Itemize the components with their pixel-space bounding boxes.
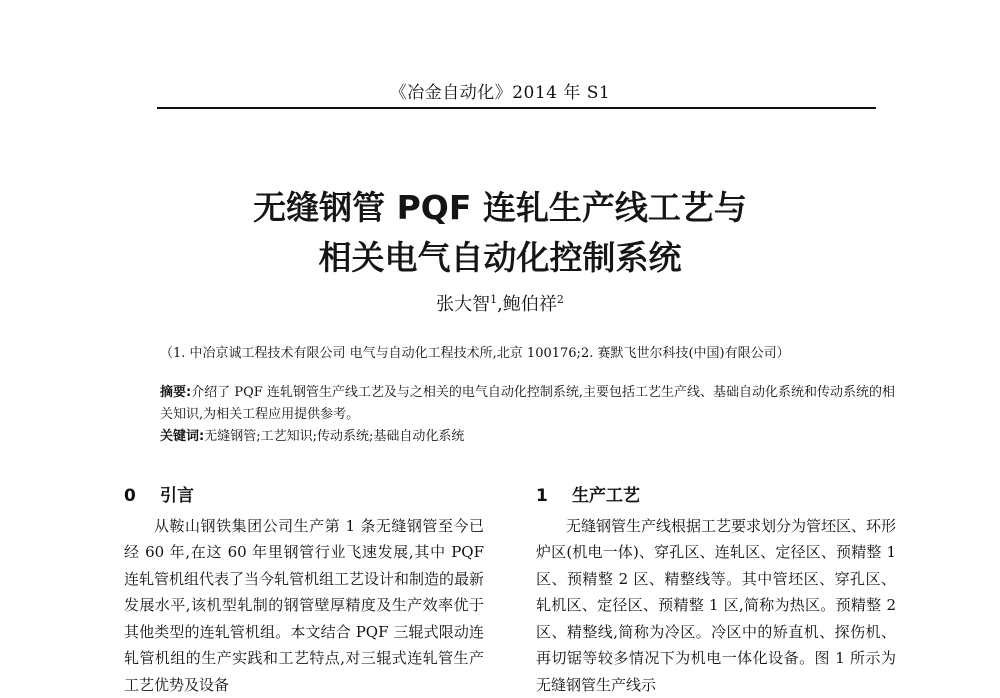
abstract-label: 摘要: <box>160 385 191 400</box>
section-body: 无缝钢管生产线根据工艺要求划分为管坯区、环形炉区(机电一体)、穿孔区、连轧区、定径区、预精整 1 区、预精整 2 区、精整线等。其中管坯区、穿孔区、轧机区、定径区、预精整 1 区,简称为热区。预精整 2 区、精整线,简称为冷区。冷区中的矫直机、探伤机、再切锯等较多情况下为机电一体化设备。图 1 所示为无缝钢管生产线示 <box>536 513 896 698</box>
right-column <box>536 483 896 698</box>
keywords-label: 关键词: <box>160 429 204 444</box>
section-number: 1 <box>536 483 572 510</box>
author-separator: , <box>497 294 503 315</box>
section-title: 生产工艺 <box>572 486 640 506</box>
paper-title <box>0 183 1000 283</box>
left-column <box>124 483 484 698</box>
abstract-text: 介绍了 PQF 连轧钢管生产线工艺及与之相关的电气自动化控制系统,主要包括工艺生产线、基础自动化系统和传动系统的相关知识,为相关工程应用提供参考。 <box>160 385 895 422</box>
abstract <box>160 382 900 426</box>
abstract-block <box>160 382 900 448</box>
author-1-affil-mark: 1 <box>490 293 497 306</box>
title-line-2: 相关电气自动化控制系统 <box>0 233 1000 283</box>
section-heading <box>124 483 484 510</box>
keywords <box>160 426 900 448</box>
section-heading <box>536 483 896 510</box>
journal-header: 《冶金自动化》2014 年 S1 <box>0 78 1000 103</box>
author-2-affil-mark: 2 <box>557 293 564 306</box>
header-rule <box>157 107 876 109</box>
section-number: 0 <box>124 483 160 510</box>
author-list <box>0 290 1000 316</box>
author-2: 鲍伯祥 <box>503 294 557 315</box>
affiliations: （1. 中冶京诚工程技术有限公司 电气与自动化工程技术所,北京 100176;2. 赛默飞世尔科技(中国)有限公司） <box>160 342 920 361</box>
author-1: 张大智 <box>436 294 490 315</box>
section-body: 从鞍山钢铁集团公司生产第 1 条无缝钢管至今已经 60 年,在这 60 年里钢管行业飞速发展,其中 PQF 连轧管机组代表了当今轧管机组工艺设计和制造的最新发展水平,该机型轧制的钢管壁厚精度及生产效率优于其他类型的连轧管机组。本文结合 PQF 三辊式限动连轧管机组的生产实践和工艺特点,对三辊式连轧管生产工艺优势及设备 <box>124 513 484 698</box>
keywords-text: 无缝钢管;工艺知识;传动系统;基础自动化系统 <box>204 429 464 444</box>
section-title: 引言 <box>160 486 194 506</box>
title-line-1: 无缝钢管 PQF 连轧生产线工艺与 <box>0 183 1000 233</box>
